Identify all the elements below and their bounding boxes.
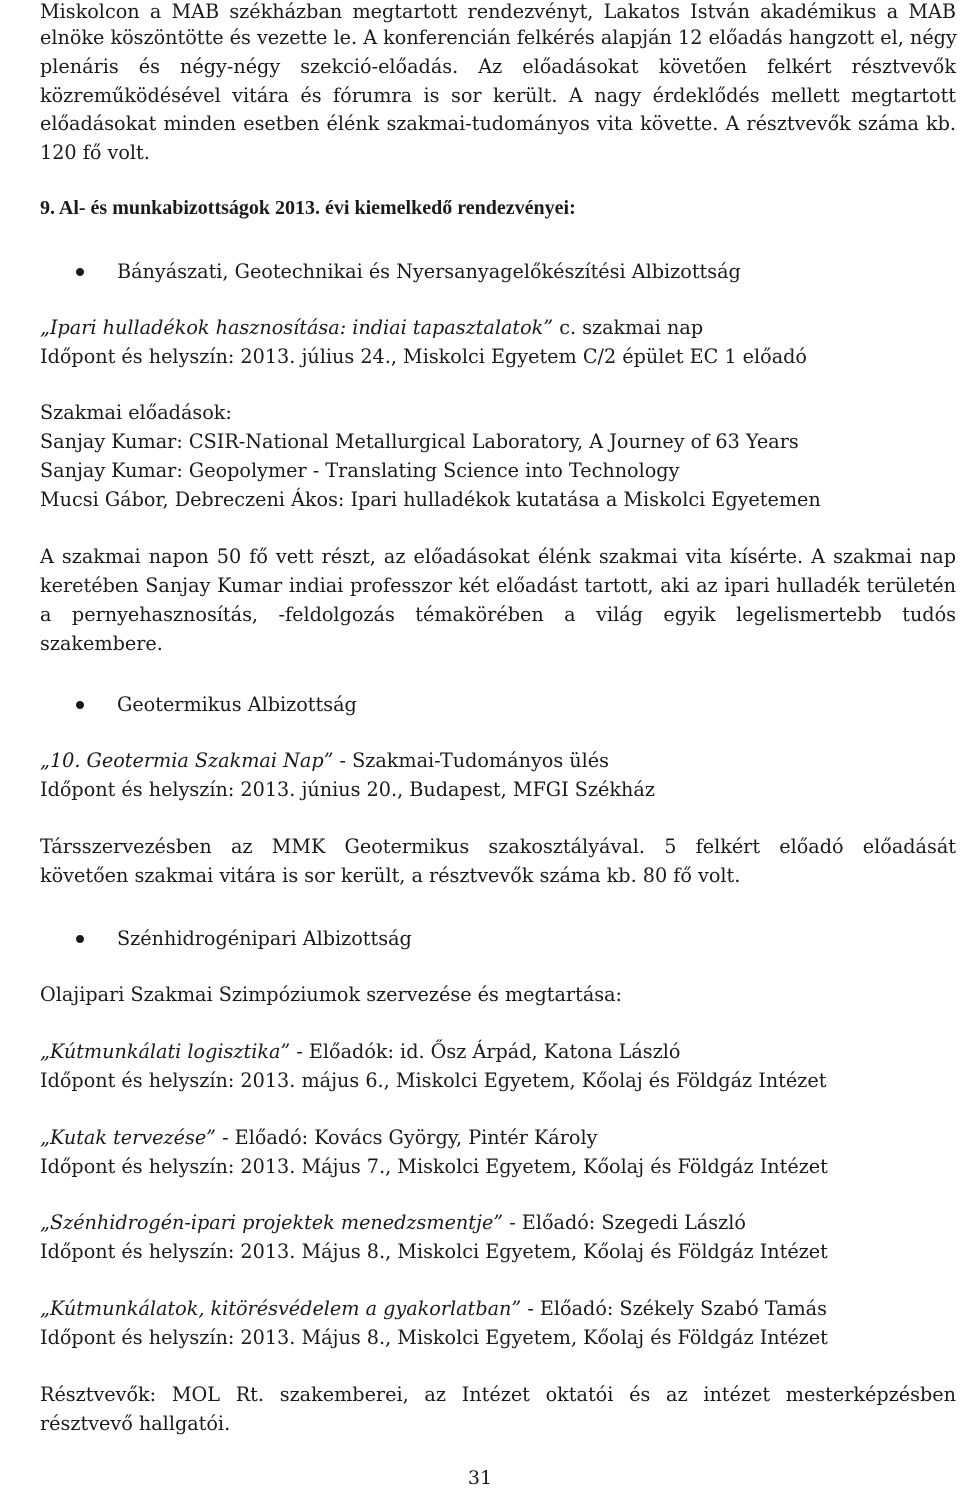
bullet-icon [76,935,84,943]
intro-line-3: plenáris és négy-négy szekció-előadás. Az előadásokat követően felkért résztvevők [40,55,956,78]
paragraph-line: A szakmai napon 50 fő vett részt, az előadásokat élénk szakmai vita kísérte. A szakmai nap [40,545,956,568]
paragraph-line: Résztvevők: MOL Rt. szakemberei, az Intézet oktatói és az intézet mesterképzésben [40,1383,956,1406]
event-date: Időpont és helyszín: 2013. július 24., Miskolci Egyetem C/2 épület EC 1 előadó [40,345,807,368]
event-suffix: - Szakmai-Tudományos ülés [333,749,609,772]
paragraph-line: a pernyehasznosítás, -feldolgozás témakörében a világ egyik legelismertebb tudós [40,603,956,626]
subcommittee-title-geothermal: Geotermikus Albizottság [117,693,357,716]
event-suffix: - Előadó: Szegedi László [503,1211,746,1234]
event-title: „Kutak tervezése” [40,1126,216,1149]
talk-item: Mucsi Gábor, Debreczeni Ákos: Ipari hulladékok kutatása a Miskolci Egyetemen [40,488,821,511]
talk-item: Sanjay Kumar: CSIR-National Metallurgical Laboratory, A Journey of 63 Years [40,430,799,453]
event-title: „Szénhidrogén-ipari projektek menedzsmentje” [40,1211,504,1234]
event-title: „10. Geotermia Szakmai Nap” [40,749,334,772]
subcommittee-title-hydrocarbon: Szénhidrogénipari Albizottság [117,927,412,950]
event-date: Időpont és helyszín: 2013. június 20., Budapest, MFGI Székház [40,778,655,801]
event-date: Időpont és helyszín: 2013. Május 7., Miskolci Egyetem, Kőolaj és Földgáz Intézet [40,1155,828,1178]
event-title: „Ipari hulladékok hasznosítása: indiai tapasztalatok” [40,316,554,339]
event-date: Időpont és helyszín: 2013. Május 8., Miskolci Egyetem, Kőolaj és Földgáz Intézet [40,1240,828,1263]
event-date: Időpont és helyszín: 2013. május 6., Miskolci Egyetem, Kőolaj és Földgáz Intézet [40,1069,827,1092]
event-suffix: - Előadó: Kovács György, Pintér Károly [216,1126,598,1149]
subcommittee-title-mining: Bányászati, Geotechnikai és Nyersanyagelőkészítési Albizottság [117,260,741,283]
intro-line-5: előadásokat minden esetben élénk szakmai-tudományos vita követte. A résztvevők száma kb. [40,112,956,135]
intro-line-6: 120 fő volt. [40,141,150,164]
page-number: 31 [467,1467,493,1489]
section-heading: 9. Al- és munkabizottságok 2013. évi kiemelkedő rendezvényei: [40,197,576,219]
event-title: „Kútmunkálati logisztika” [40,1040,291,1063]
event-heading [40,1211,746,1235]
event-suffix: c. szakmai nap [553,316,704,339]
event-suffix: - Előadók: id. Ősz Árpád, Katona László [290,1040,681,1063]
intro-line-2: elnöke köszöntötte és vezette le. A konferencián felkérés alapján 12 előadás hangzott el, négy [40,26,957,49]
talks-label: Szakmai előadások: [40,401,232,424]
paragraph-line: résztvevő hallgatói. [40,1412,231,1435]
paragraph-line: követően szakmai vitára is sor került, a résztvevők száma kb. 80 fő volt. [40,864,741,887]
paragraph-line: Társszervezésben az MMK Geotermikus szakosztályával. 5 felkért előadó előadását [40,835,956,858]
bullet-icon [76,268,84,276]
symposium-intro: Olajipari Szakmai Szimpóziumok szervezése és megtartása: [40,983,623,1006]
event-heading [40,1040,680,1064]
event-suffix: - Előadó: Székely Szabó Tamás [521,1297,827,1320]
event-heading [40,749,609,773]
event-title: „Kútmunkálatok, kitörésvédelem a gyakorlatban” [40,1297,522,1320]
talk-item: Sanjay Kumar: Geopolymer - Translating Science into Technology [40,459,680,482]
paragraph-line: szakembere. [40,632,163,655]
event-heading [40,1297,827,1321]
event-heading [40,316,703,340]
event-heading [40,1126,597,1150]
event-date: Időpont és helyszín: 2013. Május 8., Miskolci Egyetem, Kőolaj és Földgáz Intézet [40,1326,828,1349]
bullet-icon [76,701,84,709]
paragraph-line: keretében Sanjay Kumar indiai professzor két előadást tartott, aki az ipari hulladék területén [40,574,956,597]
intro-line-4: közreműködésével vitára és fórumra is sor került. A nagy érdeklődés mellett megtartott [40,84,956,107]
intro-line-1: Miskolcon a MAB székházban megtartott rendezvényt, Lakatos István akadémikus a MAB [40,0,956,23]
